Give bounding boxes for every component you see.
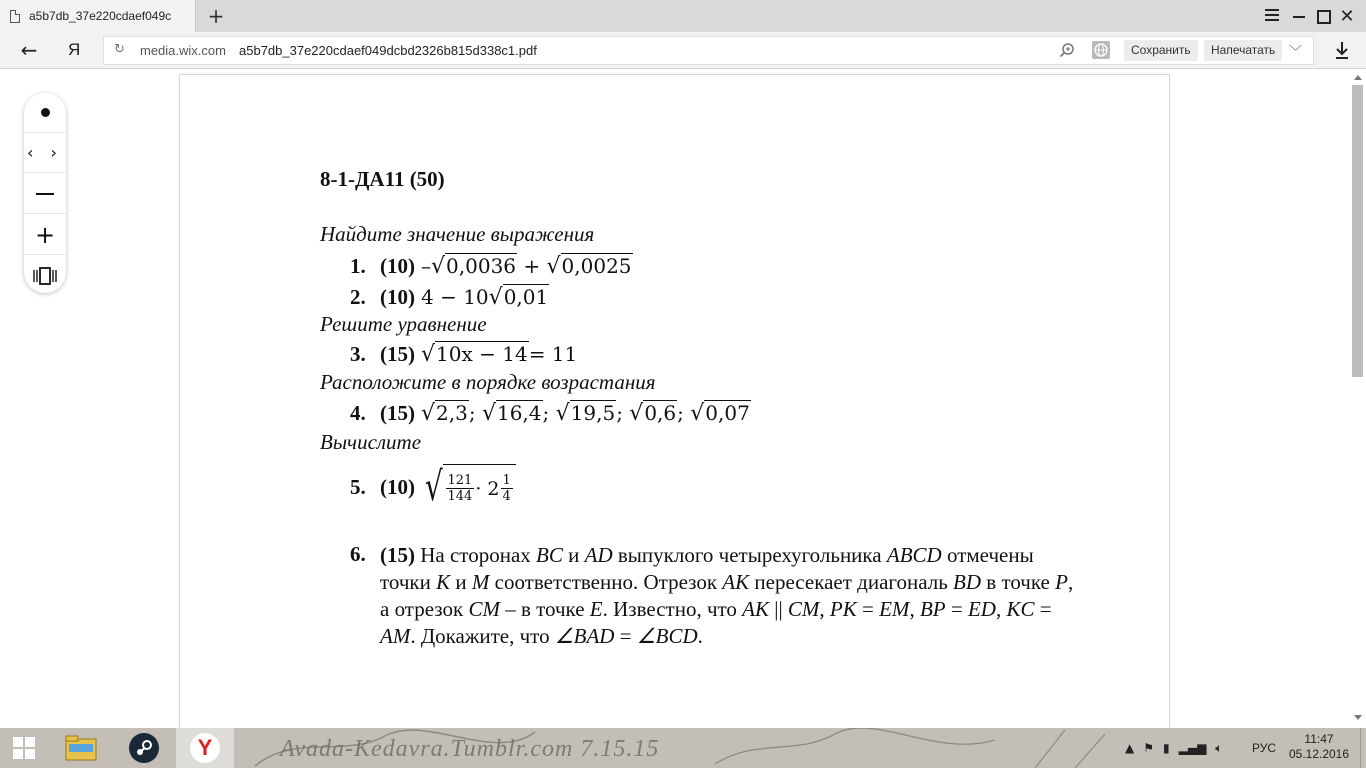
folder-icon xyxy=(65,734,97,762)
text-run: . Известно, что xyxy=(602,597,743,621)
instruction-2: Решите уравнение xyxy=(320,312,487,336)
multiply-two: · 2 xyxy=(475,477,500,500)
fraction: $\frac{1}{4}$ xyxy=(502,473,511,504)
new-tab-button[interactable]: + xyxy=(207,4,225,28)
problem-2 xyxy=(350,285,549,310)
text-run: в точке xyxy=(981,570,1056,594)
fit-page-icon xyxy=(32,267,58,285)
menu-icon[interactable] xyxy=(1262,6,1282,26)
radicand: 0,07 xyxy=(705,401,750,425)
math-symbol: ABCD xyxy=(886,543,942,567)
problem-points: (15) xyxy=(380,543,415,567)
math-symbol: K xyxy=(436,570,451,594)
text-run: выпуклого четырехугольника xyxy=(612,543,887,567)
text-run: = xyxy=(614,624,637,648)
text-run: = xyxy=(1034,597,1052,621)
problem-points: (10) xyxy=(380,474,415,499)
browser-tab[interactable] xyxy=(0,0,196,32)
radical: √10x − 14 xyxy=(421,342,528,367)
tab-title: a5b7db_37e220cdaef049c xyxy=(29,9,172,23)
battery-icon[interactable]: ▮ xyxy=(1163,741,1170,755)
download-icon[interactable] xyxy=(1333,39,1351,61)
math-symbol: M xyxy=(471,570,490,594)
scroll-thumb[interactable] xyxy=(1352,85,1363,377)
back-arrow-icon[interactable]: ← xyxy=(20,38,38,62)
math-symbol: KC xyxy=(1006,597,1035,621)
text-run: отмечены точки xyxy=(380,543,1034,594)
zoom-out-button[interactable] xyxy=(24,174,66,214)
problem-5 xyxy=(350,464,516,510)
scroll-down-arrow-icon[interactable] xyxy=(1354,715,1362,720)
equation-rhs: = 11 xyxy=(528,342,578,366)
radicand: 16,4 xyxy=(496,401,542,425)
text-run: , xyxy=(995,597,1007,621)
problem-6-text xyxy=(380,542,1080,650)
math-symbol: P xyxy=(1055,570,1068,594)
problem-points: (10) xyxy=(380,254,415,278)
problem-6 xyxy=(350,542,1080,650)
taskbar-file-explorer[interactable] xyxy=(52,728,110,768)
math-symbol: EM xyxy=(879,597,910,621)
radical: √2,3 xyxy=(421,401,468,426)
radical: √19,5 xyxy=(555,401,616,426)
volume-icon[interactable]: 🔈︎ xyxy=(1215,740,1223,755)
scroll-up-arrow-icon[interactable] xyxy=(1354,75,1362,80)
instruction-3: Расположите в порядке возрастания xyxy=(320,370,656,394)
text-run: и xyxy=(562,543,585,567)
clock[interactable] xyxy=(1288,732,1350,762)
fraction: $\frac{121}{144}$ xyxy=(447,473,473,504)
network-icon[interactable]: ▂▄▆ xyxy=(1178,741,1207,755)
navigation-bar xyxy=(0,32,1366,69)
windows-icon xyxy=(13,737,35,759)
problem-1 xyxy=(350,254,633,279)
flag-icon[interactable]: ⚑ xyxy=(1143,741,1154,755)
problem-3 xyxy=(350,342,577,367)
math-symbol: PK xyxy=(829,597,857,621)
text-run: и xyxy=(450,570,472,594)
zoom-icon[interactable] xyxy=(1059,42,1075,58)
reload-icon[interactable]: ↻ xyxy=(114,42,125,57)
show-desktop-button[interactable] xyxy=(1360,728,1366,768)
save-button[interactable]: Сохранить xyxy=(1124,40,1198,61)
problem-points: (10) xyxy=(380,285,415,309)
pointer-mode-button[interactable] xyxy=(24,93,66,133)
vertical-scrollbar[interactable] xyxy=(1350,69,1366,728)
steam-icon xyxy=(129,733,159,763)
page-nav-button[interactable]: ‹ › xyxy=(24,133,66,173)
text-run: На сторонах xyxy=(415,543,537,567)
fit-page-button[interactable] xyxy=(24,256,66,296)
radicand: 0,6 xyxy=(644,401,677,425)
radical: √ $\frac{121}{144}$ · 2 $\frac{1}{4}$ xyxy=(421,464,516,510)
radical: √0,0036 xyxy=(431,254,517,279)
taskbar-yandex-browser[interactable] xyxy=(176,728,234,768)
problem-points: (15) xyxy=(380,342,415,366)
problem-number: 1. xyxy=(350,254,366,278)
url-host: media.wix.com xyxy=(140,43,226,58)
print-button[interactable]: Напечатать xyxy=(1204,40,1282,61)
instruction-4: Вычислите xyxy=(320,430,422,454)
math-symbol: E xyxy=(589,597,603,621)
address-bar[interactable] xyxy=(103,36,1314,65)
yandex-browser-icon: Y xyxy=(190,733,220,763)
url-path: a5b7db_37e220cdaef049dcbd2326b815d338c1.pdf xyxy=(239,43,537,58)
math-symbol: CM xyxy=(787,597,820,621)
math-symbol: AK xyxy=(742,597,769,621)
plus-sign: + xyxy=(517,254,547,278)
system-tray xyxy=(1125,728,1232,768)
problem-number: 5. xyxy=(350,474,366,499)
problem-number: 6. xyxy=(350,542,366,566)
radicand: 0,0036 xyxy=(446,254,517,278)
text-run: = xyxy=(856,597,880,621)
taskbar-steam[interactable] xyxy=(115,728,173,768)
maximize-icon[interactable] xyxy=(1313,6,1333,26)
wallpaper-text: Avada-Kedavra.Tumblr.com 7.15.15 xyxy=(280,736,660,762)
instruction-1: Найдите значение выражения xyxy=(320,222,595,246)
problem-number: 3. xyxy=(350,342,366,366)
start-button[interactable] xyxy=(0,728,48,768)
text-run: пересекает диагональ xyxy=(749,570,954,594)
problem-6-body xyxy=(380,543,1073,648)
text-run: – в точке xyxy=(499,597,590,621)
radicand: 19,5 xyxy=(570,401,616,425)
radicand: 10x − 14 xyxy=(436,342,528,366)
math-symbol: ∠BCD xyxy=(636,624,698,648)
minus-sign: – xyxy=(421,254,431,278)
text-run: . xyxy=(697,624,703,648)
globe-icon[interactable] xyxy=(1092,41,1110,59)
radical: √0,01 xyxy=(488,285,549,310)
yandex-logo[interactable]: Я xyxy=(68,40,81,59)
text-run: . Докажите, что xyxy=(410,624,555,648)
math-symbol: BC xyxy=(536,543,563,567)
text-run: , xyxy=(909,597,920,621)
math-symbol: AM xyxy=(380,624,411,648)
document-icon xyxy=(10,10,20,23)
viewer-toolbar xyxy=(24,93,66,293)
chevron-down-icon[interactable]: ﹀ xyxy=(1289,45,1303,60)
math-symbol: ∠BAD xyxy=(554,624,615,648)
math-symbol: BP xyxy=(919,597,946,621)
clock-time: 11:47 xyxy=(1304,732,1334,746)
zoom-in-button[interactable]: + xyxy=(24,215,66,255)
chevron-up-icon[interactable]: ▲ xyxy=(1125,741,1135,755)
text-run: || xyxy=(769,597,788,621)
math-symbol: AD xyxy=(584,543,613,567)
expression: 4 − 10 xyxy=(421,285,489,309)
text-run: соответственно. Отрезок xyxy=(489,570,723,594)
radical: √0,07 xyxy=(690,401,750,426)
radical: √16,4 xyxy=(481,401,542,426)
problem-points: (15) xyxy=(380,401,415,425)
minimize-icon[interactable] xyxy=(1289,6,1309,26)
radical: √0,0025 xyxy=(546,254,632,279)
text-run: , а отрезок xyxy=(380,570,1074,621)
problem-number: 2. xyxy=(350,285,366,309)
radicand: 0,0025 xyxy=(561,254,632,278)
taskbar xyxy=(0,728,1366,768)
math-symbol: CM xyxy=(468,597,500,621)
text-run: , xyxy=(819,597,830,621)
clock-date: 05.12.2016 xyxy=(1288,747,1350,761)
problem-4: 4. (15) √2,3 ; √16,4 ; √19,5 ; √0,6 ; √0,07 xyxy=(350,401,750,426)
math-symbol: BD xyxy=(953,570,982,594)
math-symbol: AK xyxy=(722,570,750,594)
radicand: 0,01 xyxy=(503,285,549,309)
radical: √0,6 xyxy=(629,401,677,426)
text-run: = xyxy=(945,597,968,621)
math-symbol: ED xyxy=(967,597,996,621)
close-icon[interactable]: ✕ xyxy=(1339,6,1355,26)
problem-number: 4. xyxy=(350,401,366,425)
language-indicator[interactable]: РУС xyxy=(1252,741,1277,755)
radicand: 2,3 xyxy=(436,401,468,425)
document-title: 8-1-ДА11 (50) xyxy=(320,167,445,191)
tab-strip xyxy=(0,0,1366,32)
